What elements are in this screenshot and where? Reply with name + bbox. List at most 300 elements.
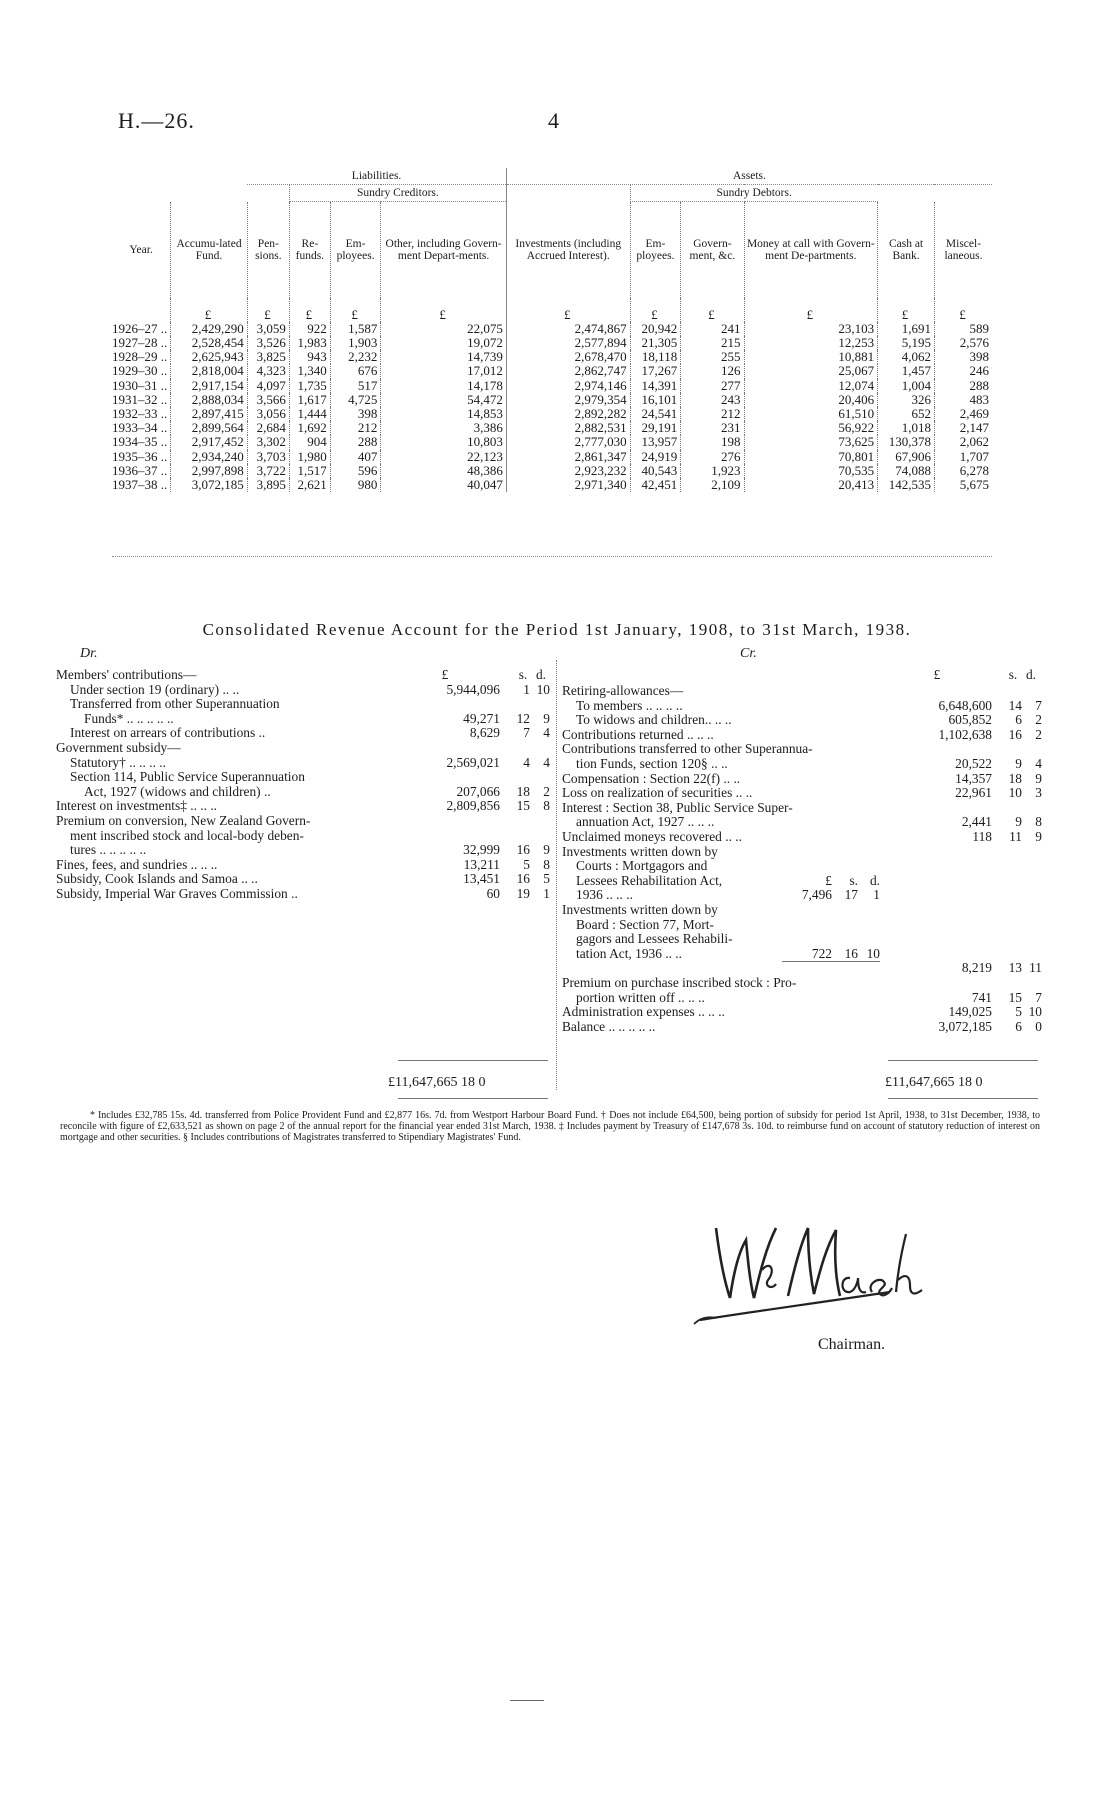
- value-cell: 3,056: [247, 407, 289, 421]
- value-cell: 276: [681, 450, 744, 464]
- cr-line-text: 1936 .. .. ..: [576, 887, 633, 903]
- dr-line-text: Act, 1927 (widows and children) ..: [84, 783, 271, 799]
- value-cell: 3,703: [247, 450, 289, 464]
- currency-symbol: £: [506, 298, 630, 322]
- value-cell: 2,777,030: [506, 435, 630, 449]
- cr-total-rule-top: [888, 1060, 1038, 1061]
- value-cell: 2,528,454: [171, 336, 248, 350]
- dr-amount-pounds: 5,944,096: [446, 681, 500, 697]
- cr-line-text: Retiring-allowances—: [562, 683, 684, 698]
- cr-amount-shillings: 11: [1009, 829, 1022, 844]
- cr-amount-shillings: 10: [1008, 785, 1022, 801]
- value-cell: 6,278: [934, 464, 992, 478]
- value-cell: 1,691: [878, 322, 935, 336]
- dr-line-text: Subsidy, Cook Islands and Samoa .. ..: [56, 871, 258, 887]
- value-cell: 2,862,747: [506, 364, 630, 378]
- value-cell: 17,012: [381, 364, 506, 378]
- year-cell: 1936–37 ..: [112, 462, 168, 478]
- cr-sub-pence: 10: [866, 945, 880, 961]
- value-cell: 13,957: [630, 435, 681, 449]
- dr-amount-pounds: 13,451: [463, 871, 500, 887]
- value-cell: 255: [681, 350, 744, 364]
- value-cell: 1,983: [289, 336, 330, 350]
- dr-amount-shillings: 5: [523, 856, 530, 872]
- value-cell: 2,971,340: [506, 478, 630, 492]
- cr-total-rule-bottom: [888, 1098, 1038, 1099]
- dr-line-text: Statutory† .. .. .. ..: [70, 754, 166, 770]
- cr-line-text: gagors and Lessees Rehabili-: [576, 931, 733, 947]
- value-cell: 2,147: [934, 421, 992, 435]
- value-cell: 2,882,531: [506, 421, 630, 435]
- cr-amount-pounds: 1,102,638: [938, 726, 992, 742]
- dr-amount-shillings: 4: [523, 754, 530, 770]
- column-header: Re-funds.: [289, 202, 330, 298]
- column-header: Investments (including Accrued Interest).: [506, 202, 630, 298]
- footnotes: * Includes £32,785 15s. 4d. transferred from Police Provident Fund and £2,877 16s. 7d. from Westport Harbour Board Fund. † Does not include £64,500, being portion of subsidy for period 1st April, 1938, to 31st December, 1938, to reconcile with figure of £2,633,521 as shown on page 2 of the annual report for the financial year ended 31st March, 1938. ‡ Includes payment by Treasury of £147,678 3s. 10d. to reimburse fund on account of statutory reduction of interest on mortgage and other securities. § Includes contributions of Magistrates transferred to Stipendiary Magistrates' Fund.: [60, 1110, 1040, 1143]
- dr-total-rule-top: [398, 1060, 548, 1061]
- currency-symbol: £: [171, 298, 248, 322]
- cr-amount-pence: 7: [1035, 989, 1042, 1005]
- year-cell: 1927–28 ..: [112, 334, 168, 350]
- cr-sub-shillings: 16: [844, 945, 858, 961]
- cr-line-text: Loss on realization of securities .. ..: [562, 785, 753, 801]
- value-cell: 14,391: [630, 379, 681, 393]
- value-cell: 652: [878, 407, 935, 421]
- value-cell: 2,577,894: [506, 336, 630, 350]
- value-cell: 212: [681, 407, 744, 421]
- value-cell: 54,472: [381, 393, 506, 407]
- value-cell: 3,722: [247, 464, 289, 478]
- end-rule: [510, 1700, 544, 1701]
- table-row: [112, 450, 992, 464]
- value-cell: 18,118: [630, 350, 681, 364]
- value-cell: 19,072: [381, 336, 506, 350]
- dr-amount-shillings: 16: [516, 871, 530, 887]
- value-cell: 4,725: [330, 393, 381, 407]
- table-row: [112, 336, 992, 350]
- account-divider: [556, 660, 557, 1090]
- cr-amount-shillings: 18: [1008, 770, 1022, 786]
- dr-amount-shillings: 16: [516, 842, 530, 858]
- value-cell: 904: [289, 435, 330, 449]
- value-cell: 2,469: [934, 407, 992, 421]
- table-row: [112, 364, 992, 378]
- unit-header: d.: [1025, 667, 1037, 682]
- value-cell: 326: [878, 393, 935, 407]
- dr-amount-pence: 10: [536, 681, 550, 697]
- dr-amount-pence: 2: [543, 783, 550, 799]
- dr-amount-pence: 8: [543, 856, 550, 872]
- value-cell: 142,535: [878, 478, 935, 492]
- unit-header: d.: [535, 667, 547, 682]
- assets-header: Assets.: [506, 168, 992, 185]
- table-bottom-rule: [112, 556, 992, 557]
- cr-sub-pence: 1: [873, 887, 880, 903]
- dr-amount-shillings: 15: [516, 798, 530, 814]
- value-cell: 1,707: [934, 450, 992, 464]
- year-cell: 1933–34 ..: [112, 420, 168, 436]
- dr-amount-shillings: 1: [523, 681, 530, 697]
- dr-line-text: Under section 19 (ordinary) .. ..: [70, 681, 240, 697]
- column-header: Money at call with Govern-ment De-partments.: [744, 202, 878, 298]
- value-cell: 212: [330, 421, 381, 435]
- value-cell: 407: [330, 450, 381, 464]
- value-cell: 2,684: [247, 421, 289, 435]
- value-cell: 22,075: [381, 322, 506, 336]
- value-cell: 3,566: [247, 393, 289, 407]
- value-cell: 3,895: [247, 478, 289, 492]
- value-cell: 23,103: [744, 322, 878, 336]
- column-header: Accumu-lated Fund.: [171, 202, 248, 298]
- cr-sub-pence: d.: [869, 872, 880, 888]
- value-cell: 246: [934, 364, 992, 378]
- cr-line-text: Investments written down by: [562, 902, 718, 917]
- column-header: Year.: [129, 243, 153, 256]
- value-cell: 3,825: [247, 350, 289, 364]
- value-cell: 1,903: [330, 336, 381, 350]
- cr-amount-pence: 9: [1035, 829, 1042, 844]
- year-cell: 1926–27 ..: [112, 320, 168, 336]
- value-cell: 277: [681, 379, 744, 393]
- value-cell: 2,625,943: [171, 350, 248, 364]
- value-cell: 922: [289, 322, 330, 336]
- value-cell: 56,922: [744, 421, 878, 435]
- value-cell: 3,526: [247, 336, 289, 350]
- value-cell: 4,062: [878, 350, 935, 364]
- value-cell: 16,101: [630, 393, 681, 407]
- dr-amount-pounds: 2,569,021: [446, 754, 500, 770]
- value-cell: 40,543: [630, 464, 681, 478]
- dr-amount-pence: 4: [543, 754, 550, 770]
- value-cell: 1,517: [289, 464, 330, 478]
- cr-label: Cr.: [740, 646, 757, 661]
- currency-symbol: [112, 298, 171, 322]
- value-cell: 67,906: [878, 450, 935, 464]
- dr-total: £11,647,665 18 0: [388, 1075, 486, 1090]
- value-cell: 2,621: [289, 478, 330, 492]
- value-cell: 73,625: [744, 435, 878, 449]
- dr-amount-pounds: 32,999: [463, 842, 500, 858]
- cr-line-text: tion Funds, section 120§ .. ..: [576, 756, 728, 771]
- cr-line-text: Investments written down by: [562, 843, 718, 859]
- value-cell: 24,541: [630, 407, 681, 421]
- cr-line-text: Balance .. .. .. .. ..: [562, 1018, 656, 1034]
- cr-amount-pence: 4: [1035, 756, 1042, 771]
- value-cell: 2,062: [934, 435, 992, 449]
- signature-image: [690, 1200, 930, 1330]
- dr-line-text: Fines, fees, and sundries .. .. ..: [56, 856, 218, 872]
- column-header: Cash at Bank.: [878, 202, 935, 298]
- value-cell: 398: [934, 350, 992, 364]
- cr-amount-shillings: 6: [1015, 712, 1022, 728]
- dr-line-text: Interest on investments‡ .. .. ..: [56, 798, 218, 814]
- unit-header: £: [933, 667, 941, 682]
- dr-amount-shillings: 18: [516, 783, 530, 799]
- cr-sub-pounds: £: [825, 872, 832, 888]
- value-cell: 1,340: [289, 364, 330, 378]
- value-cell: 2,917,452: [171, 435, 248, 449]
- value-cell: 3,302: [247, 435, 289, 449]
- value-cell: 20,942: [630, 322, 681, 336]
- year-cell: 1928–29 ..: [112, 349, 168, 365]
- cr-amount-pounds: 605,852: [948, 712, 992, 728]
- cr-line-text: Board : Section 77, Mort-: [576, 916, 714, 932]
- cr-amount-shillings: 13: [1008, 960, 1022, 976]
- column-header: Govern-ment, &c.: [681, 202, 744, 298]
- cr-amount-pence: 0: [1035, 1018, 1042, 1034]
- value-cell: 1,692: [289, 421, 330, 435]
- year-cell: 1935–36 ..: [112, 448, 168, 464]
- value-cell: 3,059: [247, 322, 289, 336]
- dr-line-text: Funds* .. .. .. .. ..: [84, 710, 174, 726]
- cr-sub-shillings: s.: [849, 872, 858, 888]
- currency-symbol: £: [330, 298, 381, 322]
- cr-line-text: To members .. .. .. ..: [576, 697, 683, 713]
- cr-amount-pence: 10: [1028, 1004, 1042, 1020]
- value-cell: 5,675: [934, 478, 992, 492]
- cr-amount-pounds: 14,357: [955, 770, 992, 786]
- value-cell: 2,899,564: [171, 421, 248, 435]
- value-cell: 29,191: [630, 421, 681, 435]
- cr-line-text: Interest : Section 38, Public Service Super-: [562, 799, 793, 815]
- value-cell: 1,004: [878, 379, 935, 393]
- value-cell: 61,510: [744, 407, 878, 421]
- sundry-creditors-header: Sundry Creditors.: [289, 185, 506, 202]
- value-cell: 2,934,240: [171, 450, 248, 464]
- dr-amount-shillings: 7: [523, 725, 530, 741]
- unit-header: s.: [1008, 667, 1018, 682]
- value-cell: 1,444: [289, 407, 330, 421]
- page-header: H.—26.: [118, 108, 195, 133]
- value-cell: 126: [681, 364, 744, 378]
- value-cell: 1,617: [289, 393, 330, 407]
- dr-amount-pounds: 13,211: [463, 856, 500, 872]
- value-cell: 1,980: [289, 450, 330, 464]
- cr-amount-pounds: 149,025: [948, 1004, 992, 1020]
- dr-amount-pence: 5: [543, 871, 550, 887]
- dr-amount-pence: 9: [543, 842, 550, 858]
- signatory-title: Chairman.: [818, 1336, 886, 1353]
- cr-amount-pence: 2: [1035, 726, 1042, 742]
- value-cell: 17,267: [630, 364, 681, 378]
- value-cell: 288: [934, 379, 992, 393]
- cr-line-text: annuation Act, 1927 .. .. ..: [576, 814, 715, 830]
- value-cell: 3,386: [381, 421, 506, 435]
- liabilities-header: Liabilities.: [247, 168, 506, 185]
- column-header: Pen-sions.: [247, 202, 289, 298]
- cr-sub-pounds: 7,496: [801, 887, 832, 903]
- cr-amount-shillings: 5: [1015, 1004, 1022, 1020]
- cr-amount-shillings: 9: [1015, 756, 1022, 771]
- sundry-debtors-header: Sundry Debtors.: [630, 185, 877, 202]
- table-row: [112, 393, 992, 407]
- value-cell: 3,072,185: [171, 478, 248, 492]
- cr-line-text: Administration expenses .. .. ..: [562, 1004, 725, 1020]
- currency-symbol: £: [681, 298, 744, 322]
- cr-amount-shillings: 15: [1008, 989, 1022, 1005]
- table-row: [112, 407, 992, 421]
- dr-amount-pounds: 8,629: [469, 725, 500, 741]
- value-cell: 20,406: [744, 393, 878, 407]
- dr-amount-pounds: 207,066: [456, 783, 500, 799]
- dr-line-text: Interest on arrears of contributions ..: [70, 725, 266, 741]
- value-cell: 2,678,470: [506, 350, 630, 364]
- value-cell: 2,576: [934, 336, 992, 350]
- table-row: [112, 322, 992, 336]
- dr-line-text: tures .. .. .. .. ..: [70, 842, 147, 858]
- value-cell: 2,888,034: [171, 393, 248, 407]
- value-cell: 596: [330, 464, 381, 478]
- dr-amount-pence: 8: [543, 798, 550, 814]
- value-cell: 2,892,282: [506, 407, 630, 421]
- cr-line-text: Premium on purchase inscribed stock : Pro-: [562, 975, 797, 990]
- dr-amount-shillings: 19: [516, 886, 530, 901]
- value-cell: 1,457: [878, 364, 935, 378]
- cr-sub-pounds: 722: [811, 945, 832, 961]
- currency-symbol: £: [630, 298, 681, 322]
- value-cell: 2,897,415: [171, 407, 248, 421]
- value-cell: 483: [934, 393, 992, 407]
- value-cell: 2,109: [681, 478, 744, 492]
- value-cell: 2,429,290: [171, 322, 248, 336]
- value-cell: 241: [681, 322, 744, 336]
- cr-sub-shillings: 17: [844, 887, 858, 903]
- table-row: [112, 421, 992, 435]
- cr-amount-pence: 11: [1029, 960, 1042, 976]
- cr-amount-pounds: 2,441: [961, 814, 992, 830]
- cr-line-text: Courts : Mortgagors and: [576, 858, 708, 874]
- value-cell: 4,323: [247, 364, 289, 378]
- value-cell: 1,018: [878, 421, 935, 435]
- cr-amount-shillings: 14: [1008, 697, 1022, 713]
- cr-line-text: portion written off .. .. ..: [576, 989, 705, 1005]
- value-cell: 231: [681, 421, 744, 435]
- table-row: [112, 350, 992, 364]
- year-cell: 1931–32 ..: [112, 391, 168, 407]
- dr-amount-pence: 9: [543, 710, 550, 726]
- dr-line-text: Subsidy, Imperial War Graves Commission ..: [56, 886, 298, 901]
- column-header: Em-ployees.: [630, 202, 681, 298]
- value-cell: 288: [330, 435, 381, 449]
- value-cell: 70,801: [744, 450, 878, 464]
- value-cell: 2,474,867: [506, 322, 630, 336]
- cr-amount-pence: 7: [1035, 697, 1042, 713]
- value-cell: 10,881: [744, 350, 878, 364]
- dr-line-text: Government subsidy—: [56, 740, 181, 755]
- currency-symbol: £: [247, 298, 289, 322]
- cr-amount-pence: 9: [1035, 770, 1042, 786]
- value-cell: 1,735: [289, 379, 330, 393]
- currency-symbol: £: [381, 298, 506, 322]
- value-cell: 2,997,898: [171, 464, 248, 478]
- column-header: Other, including Govern-ment Depart-ments.: [381, 202, 506, 298]
- cr-amount-pence: 2: [1035, 712, 1042, 728]
- value-cell: 24,919: [630, 450, 681, 464]
- value-cell: 12,253: [744, 336, 878, 350]
- value-cell: 589: [934, 322, 992, 336]
- cr-line-text: Compensation : Section 22(f) .. ..: [562, 770, 741, 786]
- cr-amount-pence: 8: [1035, 814, 1042, 830]
- value-cell: 22,123: [381, 450, 506, 464]
- value-cell: 980: [330, 478, 381, 492]
- liabilities-assets-table: [112, 168, 992, 492]
- subtotal-rule: [782, 961, 880, 962]
- currency-symbol: £: [744, 298, 878, 322]
- year-cell: 1932–33 ..: [112, 405, 168, 421]
- cr-amount-pounds: 3,072,185: [938, 1018, 992, 1034]
- dr-line-text: Transferred from other Superannuation: [70, 696, 280, 712]
- value-cell: 243: [681, 393, 744, 407]
- cr-amount-pounds: 22,961: [955, 785, 992, 801]
- value-cell: 74,088: [878, 464, 935, 478]
- value-cell: 2,974,146: [506, 379, 630, 393]
- value-cell: 21,305: [630, 336, 681, 350]
- value-cell: 10,803: [381, 435, 506, 449]
- value-cell: 943: [289, 350, 330, 364]
- dr-line-text: Premium on conversion, New Zealand Govern-: [56, 813, 311, 828]
- cr-line-text: Unclaimed moneys recovered .. ..: [562, 829, 742, 844]
- dr-line-text: ment inscribed stock and local-body deben-: [70, 827, 304, 843]
- value-cell: 2,917,154: [171, 379, 248, 393]
- cr-amount-pence: 3: [1035, 785, 1042, 801]
- cr-amount-pounds: 118: [972, 829, 992, 844]
- value-cell: 14,178: [381, 379, 506, 393]
- unit-header: s.: [518, 667, 528, 682]
- dr-line-text: Section 114, Public Service Superannuation: [70, 769, 305, 785]
- value-cell: 5,195: [878, 336, 935, 350]
- value-cell: 1,587: [330, 322, 381, 336]
- page-number: 4: [548, 108, 559, 133]
- cr-line-text: Lessees Rehabilitation Act,: [576, 872, 723, 888]
- cr-amount-pounds: 6,648,600: [938, 697, 992, 713]
- value-cell: 198: [681, 435, 744, 449]
- column-header: Miscel-laneous.: [934, 202, 992, 298]
- value-cell: 2,979,354: [506, 393, 630, 407]
- dr-line-text: Members' contributions—: [56, 667, 197, 682]
- value-cell: 20,413: [744, 478, 878, 492]
- cr-amount-shillings: 6: [1015, 1018, 1022, 1034]
- currency-symbol: £: [289, 298, 330, 322]
- value-cell: 2,232: [330, 350, 381, 364]
- dr-amount-pounds: 49,271: [463, 710, 500, 726]
- year-cell: 1937–38 ..: [112, 476, 168, 492]
- unit-header: £: [441, 667, 449, 682]
- cr-total: £11,647,665 18 0: [885, 1075, 983, 1090]
- cr-line-text: Contributions transferred to other Superannua-: [562, 741, 813, 757]
- value-cell: 14,853: [381, 407, 506, 421]
- table-row: [112, 464, 992, 478]
- cr-amount-pounds: 8,219: [961, 960, 992, 976]
- value-cell: 130,378: [878, 435, 935, 449]
- value-cell: 42,451: [630, 478, 681, 492]
- value-cell: 517: [330, 379, 381, 393]
- value-cell: 48,386: [381, 464, 506, 478]
- cr-line-text: Contributions returned .. .. ..: [562, 726, 714, 742]
- value-cell: 40,047: [381, 478, 506, 492]
- value-cell: 14,739: [381, 350, 506, 364]
- column-header: Em-ployees.: [330, 202, 381, 298]
- table-row: [112, 478, 992, 492]
- table-row: [112, 379, 992, 393]
- cr-amount-shillings: 9: [1015, 814, 1022, 830]
- currency-symbol: £: [934, 298, 992, 322]
- dr-label: Dr.: [80, 646, 98, 661]
- dr-amount-pounds: 60: [486, 886, 500, 901]
- value-cell: 2,818,004: [171, 364, 248, 378]
- value-cell: 2,861,347: [506, 450, 630, 464]
- cr-amount-shillings: 16: [1008, 726, 1022, 742]
- year-cell: 1934–35 ..: [112, 434, 168, 450]
